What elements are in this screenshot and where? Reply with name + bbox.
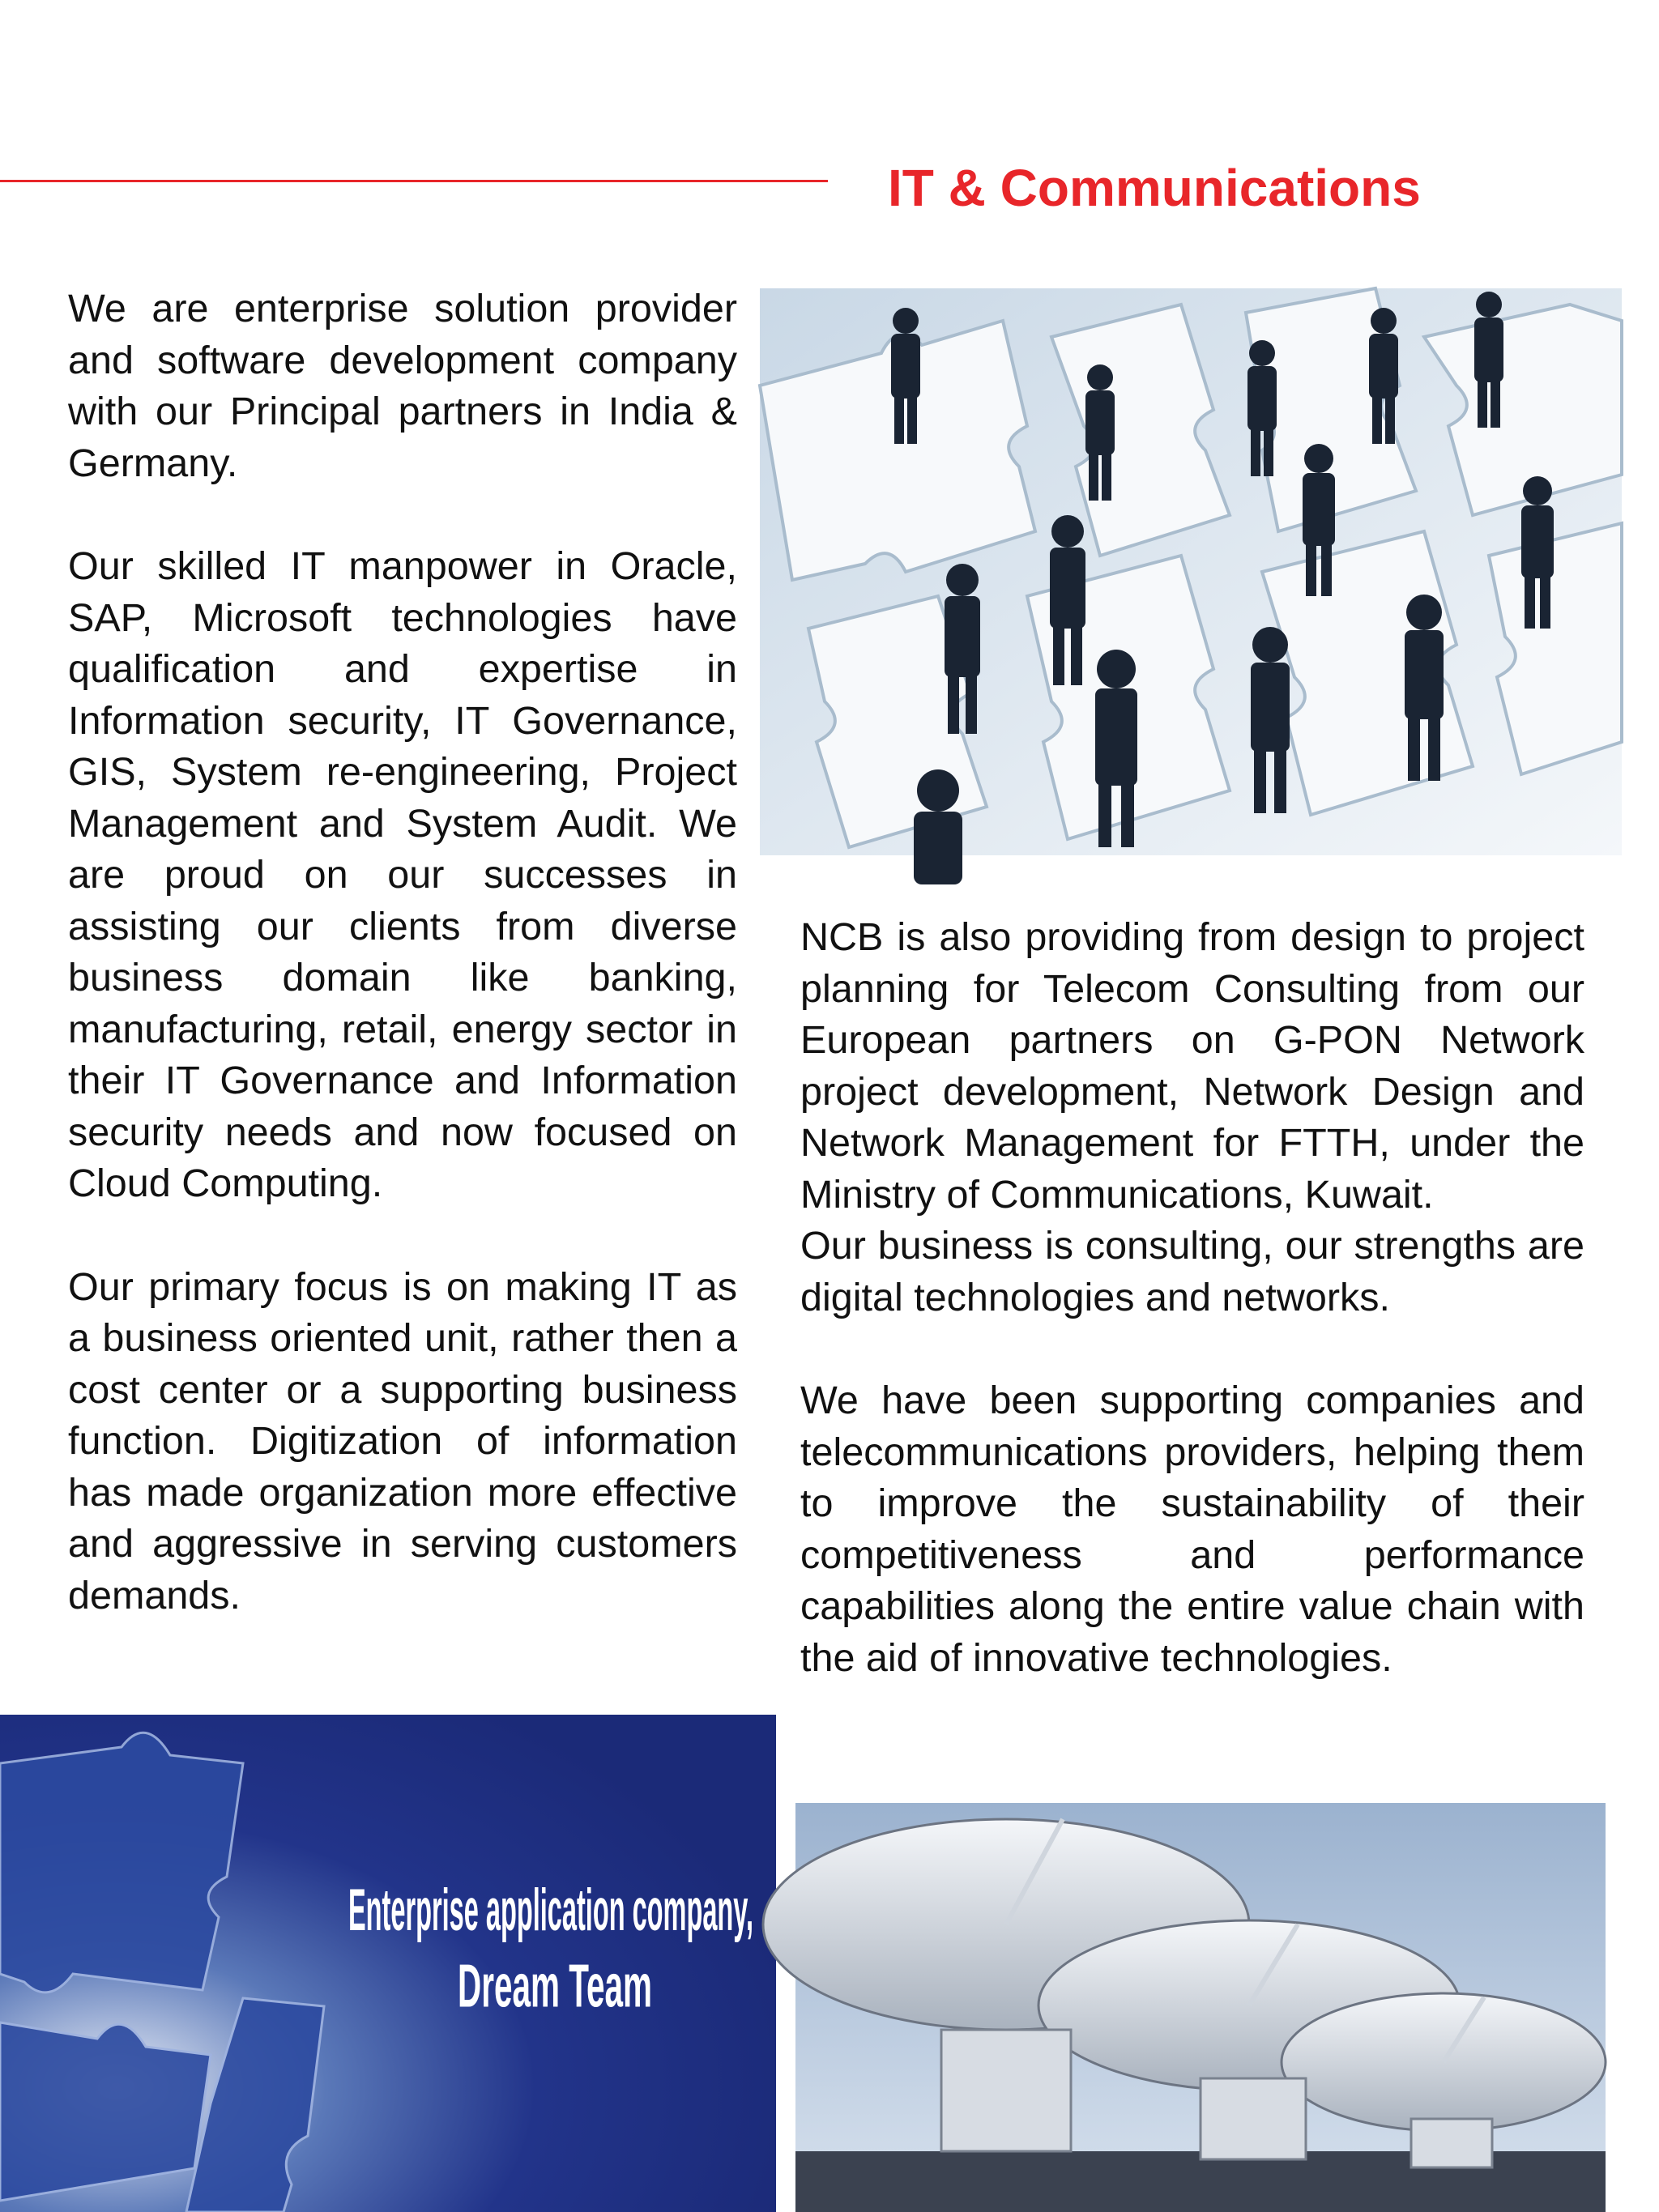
focus-paragraph: Our primary focus is on making IT as a business oriented unit, rather then a cost center or a supporting business function. Digitization of information has made organization more effective and aggressive in serving customers demands. [68, 1264, 737, 1617]
support-paragraph: We have been supporting companies and telecommunications providers, helping them to improve the sustainability of their competitiveness and performance capabilities along the entire value chain with the aid of innovative technologies. [800, 1379, 1584, 1680]
puzzle-people-image [760, 288, 1622, 855]
header-rule [0, 180, 828, 182]
satellite-dishes-image [795, 1803, 1606, 2212]
left-column [68, 283, 737, 1622]
banner-line-1: Enterprise application company, [348, 1877, 753, 1943]
telecom-paragraph: NCB is also providing from design to project planning for Telecom Consulting from our European partners on G-PON Network project development, Network Design and Network Management for FTTH, under the Ministry of Communications, Kuwait. [800, 915, 1584, 1217]
page-title: IT & Communications [888, 159, 1421, 217]
right-column [800, 912, 1584, 1684]
intro-paragraph: We are enterprise solution provider and software development company with our Principal partners in India & Germany. [68, 287, 737, 485]
business-paragraph: Our business is consulting, our strengths are digital technologies and networks. [800, 1224, 1584, 1319]
dream-team-banner [0, 1715, 776, 2212]
expertise-paragraph: Our skilled IT manpower in Oracle, SAP, Microsoft technologies have qualification and expertise in Information security, IT Governance, GIS, System re-engineering, Project Management and System Audit. We are proud on our successes in assisting our clients from diverse business domain like banking, manufacturing, retail, energy sector in their IT Governance and Information security needs and now focused on Cloud Computing. [68, 544, 737, 1205]
banner-line-2: Dream Team [458, 1952, 652, 2021]
